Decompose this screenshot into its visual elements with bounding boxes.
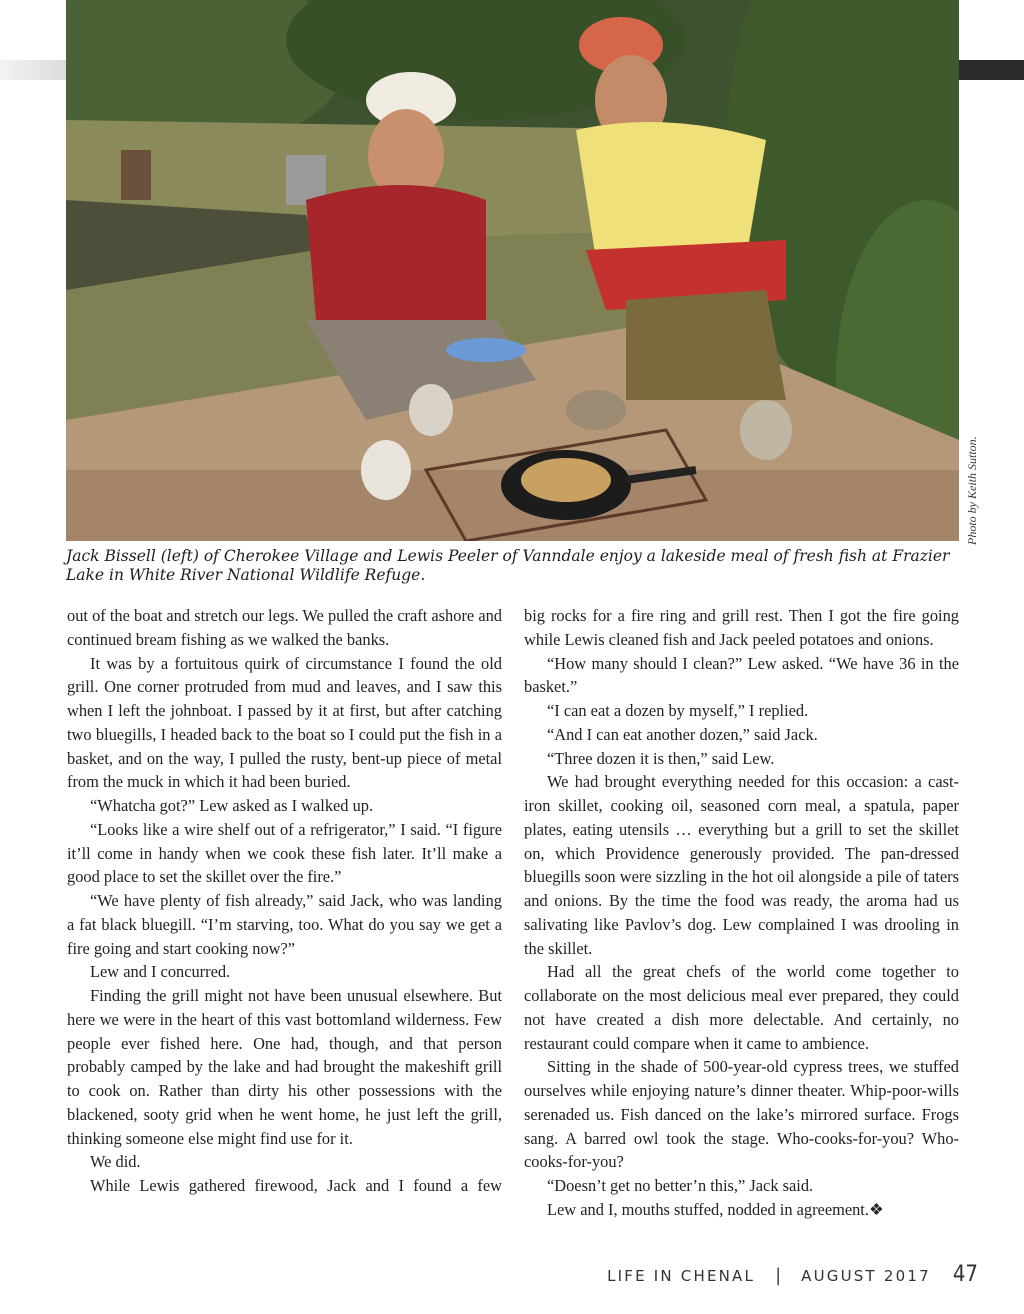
article-photo xyxy=(66,0,959,541)
decorative-bar-left xyxy=(0,60,66,80)
paragraph: “And I can eat another dozen,” said Jack. xyxy=(547,724,818,744)
paragraph: “We have plenty of fish already,” said Jack, who was landing a fat black bluegill. “I’m starving, too. What do you say we get a fire going and start cooking now?” xyxy=(67,891,502,958)
article-column-right xyxy=(524,604,959,1222)
paragraph: “Doesn’t get no better’n this,” Jack said. xyxy=(547,1176,814,1195)
paragraph: big rocks for a fire ring and grill rest. Then I got the fire going while Lewis cleaned fish and Jack peeled potatoes and onions. xyxy=(524,606,959,649)
paragraph: Sitting in the shade of 500-year-old cypress trees, we stuffed ourselves while enjoying nature’s dinner theater. Whip-poor-wills serenaded us. Fish danced on the lake’s mirrored surface. Frogs sang. A barred owl took the stage. Who-cooks-for-you? Who-cooks-for-you? xyxy=(524,1057,959,1172)
page-number: 47 xyxy=(952,1262,978,1287)
paragraph: “Three dozen it is then,” said Lew. xyxy=(547,748,775,768)
paragraph: Lew and I, mouths stuffed, nodded in agreement.❖ xyxy=(547,1199,884,1219)
paragraph: We did. xyxy=(90,1152,141,1172)
paragraph: “Looks like a wire shelf out of a refrigerator,” I said. “I figure it’ll come in handy when we cook these fish later. It’ll make a good place to set the skillet over the fire.” xyxy=(67,819,502,887)
paragraph: While Lewis gathered firewood, Jack and I found a few xyxy=(90,1176,502,1195)
page-footer xyxy=(607,1262,978,1287)
footer-separator: | xyxy=(775,1265,782,1286)
paragraph: “How many should I clean?” Lew asked. “We have 36 in the basket.” xyxy=(524,653,959,697)
paragraph: “I can eat a dozen by myself,” I replied. xyxy=(547,701,809,720)
issue-date: AUGUST 2017 xyxy=(801,1267,931,1285)
paragraph: Finding the grill might not have been unusual elsewhere. But here we were in the heart of this vast bottomland wilderness. Few people ever fished here. One had, though, and that person probably camped by the lake and had brought the makeshift grill to cook on. Rather than dirty his other possessions with the blackened, sooty grid when he went home, he just left the grill, thinking someone else might find use for it. xyxy=(67,986,502,1148)
article-column-left xyxy=(67,604,502,1198)
photo-credit: Photo by Keith Sutton. xyxy=(965,436,979,545)
paragraph: “Whatcha got?” Lew asked as I walked up. xyxy=(90,796,374,815)
paragraph: Lew and I concurred. xyxy=(90,962,231,982)
paragraph: It was by a fortuitous quirk of circumstance I found the old grill. One corner protruded from mud and leaves, and I saw this when I left the johnboat. I passed by it at first, but after catching two bluegills, I headed back to the boat so I could put the fish in a basket, and on the way, I pulled the rusty, bent-up piece of metal from the muck in which it had been buried. xyxy=(67,653,502,792)
paragraph: Had all the great chefs of the world come together to collaborate on the most delicious meal ever prepared, they could not have created a dish more delectable. And certainly, no restaurant could compare when it came to ambience. xyxy=(524,962,959,1053)
paragraph: We had brought everything needed for this occasion: a cast-iron skillet, cooking oil, seasoned corn meal, a spatula, paper plates, eating utensils … everything but a grill to set the skillet on, which Providence generously provided. The pan-dressed bluegills soon were sizzling in the hot oil alongside a pile of taters and onions. By the time the food was ready, the aroma had us salivating like Pavlov’s dog. Lew complained I was drooling in the skillet. xyxy=(524,772,959,958)
magazine-name: LIFE IN CHENAL xyxy=(607,1267,756,1285)
decorative-bar-right xyxy=(958,60,1024,80)
photo-caption: Jack Bissell (left) of Cherokee Village and Lewis Peeler of Vanndale enjoy a lakeside meal of fresh fish at Frazier Lake in White River National Wildlife Refuge. xyxy=(66,547,950,584)
paragraph: out of the boat and stretch our legs. We pulled the craft ashore and continued bream fishing as we walked the banks. xyxy=(67,606,502,649)
